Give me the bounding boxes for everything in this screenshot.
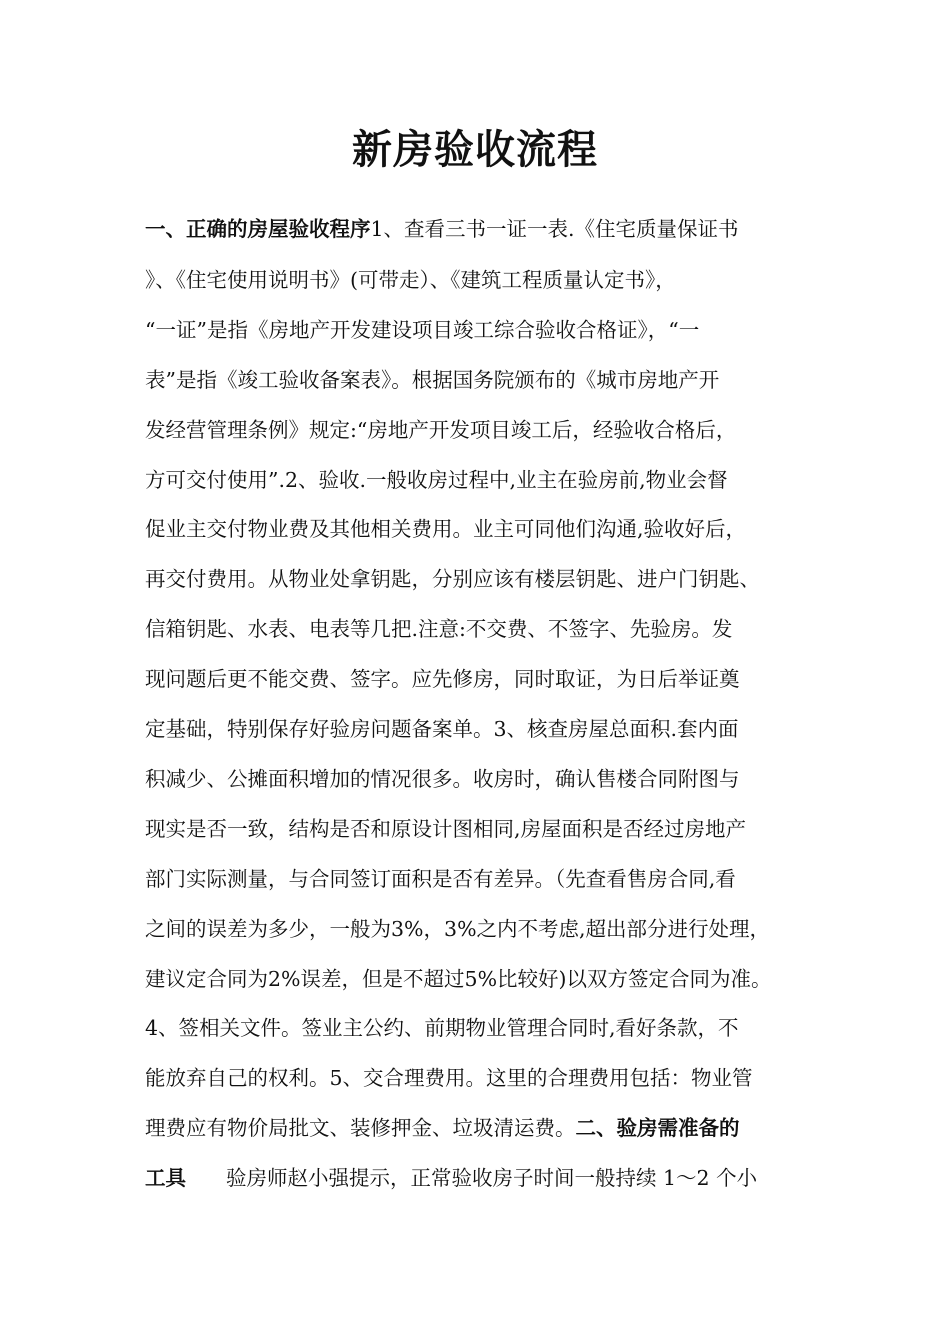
paragraph-line: 积减少、公摊面积增加的情况很多。收房时，确认售楼合同附图与 <box>145 767 740 791</box>
paragraph-line: 现问题后更不能交费、签字。应先修房，同时取证，为日后举证奠 <box>145 667 740 691</box>
section-heading: 二、验房需准备的 <box>575 1116 740 1140</box>
paragraph-line: 部门实际测量，与合同签订面积是否有差异。（先查看售房合同,看 <box>145 867 736 891</box>
paragraph-line: 》、《住宅使用说明书》(可带走）、《建筑工程质量认定书》， <box>145 268 676 292</box>
line-text: 验房师赵小强提示，正常验收房子时间一般持续 1～2 个小 <box>226 1166 758 1190</box>
page-title: 新房验收流程 <box>352 127 598 173</box>
paragraph-line: 之间的误差为多少，一般为3%，3%之内不考虑,超出部分进行处理， <box>145 917 771 941</box>
section-heading: 工具 <box>145 1166 186 1190</box>
paragraph-line: 信箱钥匙、水表、电表等几把.注意:不交费、不签字、先验房。发 <box>145 617 733 641</box>
paragraph-line: 定基础，特别保存好验房问题备案单。3、核查房屋总面积.套内面 <box>145 717 739 741</box>
paragraph-line: 4、签相关文件。签业主公约、前期物业管理合同时,看好条款，不 <box>145 1016 739 1040</box>
paragraph-line: 建议定合同为2%误差，但是不超过5%比较好)以双方签定合同为准。 <box>145 967 772 991</box>
paragraph-line <box>145 211 825 248</box>
paragraph-line: 表”是指《竣工验收备案表》。根据国务院颁布的《城市房地产开 <box>145 368 720 392</box>
paragraph-line <box>145 1110 825 1147</box>
paragraph-line: 现实是否一致，结构是否和原设计图相同,房屋面积是否经过房地产 <box>145 817 747 841</box>
paragraph-line: 再交付费用。从物业处拿钥匙，分别应该有楼层钥匙、进户门钥匙、 <box>145 567 760 591</box>
paragraph-line: 促业主交付物业费及其他相关费用。业主可同他们沟通,验收好后， <box>145 517 747 541</box>
section-heading: 一、正确的房屋验收程序 <box>145 217 371 241</box>
paragraph-line: 发经营管理条例》规定:“房地产开发项目竣工后，经验收合格后， <box>145 418 737 442</box>
paragraph-line: 方可交付使用”.2、验收.一般收房过程中,业主在验房前,物业会督 <box>145 468 728 492</box>
paragraph-line: “一证”是指《房地产开发建设项目竣工综合验收合格证》，“一 <box>145 318 700 342</box>
line-text: 1、查看三书一证一表.《住宅质量保证书 <box>370 217 739 241</box>
paragraph-line: 能放弃自己的权利。5、交合理费用。这里的合理费用包括：物业管 <box>145 1066 753 1090</box>
line-text: 理费应有物价局批文、装修押金、垃圾清运费。 <box>145 1116 576 1140</box>
paragraph-line <box>145 1160 825 1197</box>
